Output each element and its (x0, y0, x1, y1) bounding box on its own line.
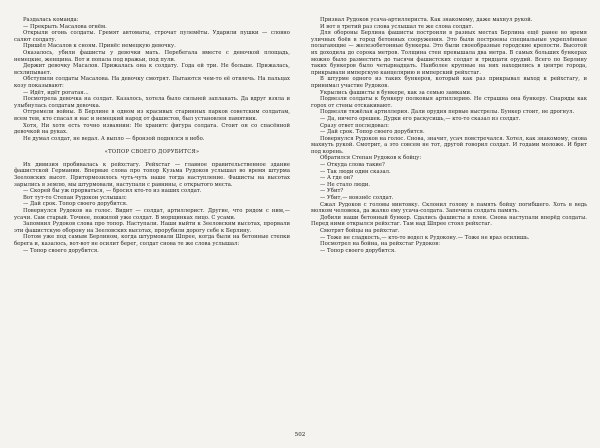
paragraph: Оказалось, убили фашисты у девочки мать. Перебегала вместе с девочкой площадь, немецкие, женщина. Вот и попала под вражьи, под пули. (14, 49, 290, 63)
paragraph: — Дай срок. Топор своего дорубится. (320, 129, 425, 136)
paragraph: Хотя, Ни хотя есть точно изваянии: Не хранитс фигура солдата. Стоит он со спасённой девочкой на руках. (14, 122, 290, 136)
right-column (311, 17, 587, 254)
paragraph: — Идёт, идёт рогатая... (23, 89, 89, 96)
paragraph: Подвезли солдаты к бункеру полковыя артиллерию. Не страшна она бункеру. Снаряды как горох от стены отскакивают. (311, 96, 587, 109)
paragraph: Посмотрела девочка на солдат. Казалось, хотела было сильней заплакать. Да вдруг взяла и улыбнулась солдатам девочка. (14, 96, 290, 109)
right-body-text (311, 17, 587, 254)
paragraph: — А где он? (320, 175, 354, 182)
paragraph: Не думал солдат, не ведал. А выпло — бронзой поднялся в небо. (23, 135, 205, 142)
paragraph: Обратился Степан Рудоков к бойцу: (320, 155, 422, 162)
paragraph: — Прекрыть Масалова огнём. (23, 23, 107, 30)
left-top-text (14, 17, 290, 142)
paragraph: — Убит? (320, 188, 344, 195)
paragraph: Раздалась команда: (23, 17, 79, 23)
paragraph: Укрылись фашисты в бункере, как за семью замками. (320, 89, 472, 96)
paragraph: — Не стало люди. (320, 181, 371, 188)
paragraph: Их дивизия пробивалась к рейхстагу. Рейхстаг — главное правительственное здание фашистской Германии. Впервые слова про топор Кузьма Рудоков услышал во время штурма Зееловских высот. Притормозилось чуть-чуть наше тогда наступление. Фашисты на высотах зарылись в землю, мы штурмовали, наступали с равнины, с открытого места. (14, 161, 290, 188)
paragraph: Подвезли тяжёлая артиллерия. Дали орудия первые выстрелы. Бункер стоит, не дрогнул. (320, 109, 575, 116)
paragraph: Сразу ответ последовал: (320, 122, 389, 129)
paragraph: — Топор своего дорубится. (23, 247, 99, 254)
paragraph: В штурме одного из таких бункеров, который как раз прикрывал выход к рейхстагу, и принимал участие Рудоков. (311, 76, 587, 89)
paragraph: Признал Рудоков усача-артиллериста. Как знакомому, даже махнул рукой. (320, 17, 533, 23)
paragraph: Отгремели войны. В Берлине в одном из красивых старинных парков советским солдатам, всем тем, кто спасал и нас и немецкий народ от фашистов, был установлен памятник. (14, 109, 290, 122)
paragraph: Повернулся Рудоков на голос. Снова, значит, усач повстречался. Хотел, как знакомому, снова махнуть рукой. Смотрит, а это совсем не тот, другой говорил солдат. И годами моложе. И брит под корень. (311, 135, 587, 155)
paragraph: Держит девочку Масалов. Прижалась она к солдату. Года ей три. Не больше. Прижалась, всхлипывает. (14, 63, 290, 76)
paragraph: Открыли огонь солдаты. Гремят автоматы, строчат пулемёты. Ударили пушки — словно салют солдату. (14, 30, 290, 43)
paragraph: — Тоже не сладкость,— кто-то водел к Рудокону.— Тоже не враз осилишь. (320, 234, 530, 241)
paragraph: Повернулся Рудоков на голос. Видит — солдат, артиллерист. Другие, что рядом с ним,— усачи. Сам старый. Точнее, пожилой уже солдат. В морщинках лицо. С усами. (14, 208, 290, 221)
paragraph: Для обороны Берлина фашисты построили в разных местах Берлина ещё ранее во время уличных боёв в город бетонных сооружения. Это были построены специальные укреплённые полагающие — железобетонные бункеры. Это были своеобразные городские крепости. Высотой их доходила до сорока метров. Толщина стен превышала два метра. В самых больших бункерах можно было разместить до тысячи фашистских солдат и тридцати орудий. Всего по Берлину таких бункеров было четырнадцать. Наиболее крупные на них находились в центре города, прикрывали имперскую канцелярию и имперский рейхстаг. (311, 30, 587, 76)
paragraph: — Дай срок. Топор своего дорубится. (23, 201, 128, 208)
paragraph: — Да, ничего орешек. Дудки его раскусишь,— кто-то сказал из солдат. (320, 115, 521, 122)
left-column (14, 17, 290, 254)
paragraph: — Так люди один сказал. (320, 168, 391, 175)
paragraph: Посмотрел на бойна, на рейхстаг Рудоков: (320, 241, 440, 248)
paragraph: Добили наши бетонный бункер. Сдались фашисты в плен. Снова наступали вперёд солдаты. Перед ними открылся рейхстаг. Там над Шпрее стоял рейхстаг. (311, 214, 587, 228)
paragraph: — Убит,— вонзнёс солдат. (320, 195, 394, 202)
paragraph: Пришёл Масалов к сноям. Принёс немецкую девочку. (23, 43, 176, 50)
paragraph: Смотрят бойцы на рейхстаг. (320, 228, 400, 234)
paragraph: — Топор своего дорубится. (320, 247, 396, 254)
left-bottom-text (14, 162, 290, 254)
paragraph: — Скорей бы уж прорваться, — бросил кто-то из наших солдат. (23, 188, 202, 195)
page-number: 502 (294, 432, 306, 438)
paragraph: — Откуда слова такие? (320, 162, 385, 169)
paragraph: Обступили солдаты Масалова. На девочку смотрят. Пытаются чем-то её отвлечь. На пальцах козу показывают: (14, 76, 290, 89)
paragraph: Запомнил Рудоков слова про топор. Наступали. Наши выйти к Зееловским высотах, прорвали эти фашистскую оборону на Зееловских высотах, прорубили дорогу себе к Берлину. (14, 221, 290, 234)
paragraph: Потом уже под самым Берлином, когда штурмовали Шпрее, когда были на бетонные степки берега и, казалось, вот-вот не осилит берег, солдат снова те же слова услышал: (14, 234, 290, 247)
chapter-title: «ТОПОР СВОЕГО ДОРУБИТСЯ» (104, 149, 200, 156)
paragraph: Вот тут-то Степан Рудокон услышал: (23, 194, 127, 201)
paragraph: И вот в третий раз слова услышал те же слова солдат. (320, 23, 474, 30)
paragraph: Сжал Рудоков с головы винтовку. Склонил голову в память бойцу погибшего. Хоть в ведь молком человека, да жалко ему усача-солдата. Запечила солдата память. (311, 201, 587, 215)
